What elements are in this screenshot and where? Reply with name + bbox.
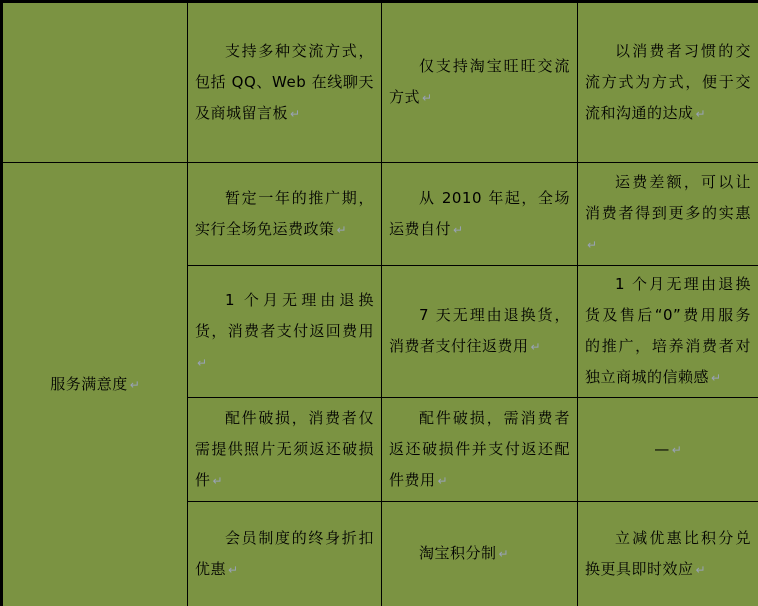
table-cell xyxy=(188,163,382,266)
cell-text: 暂定一年的推广期，实行全场免运费政策 xyxy=(195,188,374,238)
row-header-text: 服务满意度 xyxy=(50,374,128,393)
cell-text: — xyxy=(654,439,670,458)
cell-text: 支持多种交流方式，包括 QQ、Web 在线聊天及商城留言板 xyxy=(195,41,374,122)
table-row xyxy=(2,2,758,163)
paragraph-mark-icon: ↵ xyxy=(671,442,682,457)
table-cell xyxy=(188,266,382,398)
cell-text: 1 个月无理由退换货，消费者支付返回费用 xyxy=(195,290,374,340)
paragraph-mark-icon: ↵ xyxy=(711,371,722,385)
paragraph-mark-icon: ↵ xyxy=(422,91,433,105)
table-cell xyxy=(382,2,578,163)
cell-text: 配件破损，消费者仅需提供照片无须返还破损件 xyxy=(195,408,374,489)
paragraph-mark-icon: ↵ xyxy=(695,106,706,121)
empty-corner-cell xyxy=(2,2,188,163)
cell-text: 仅支持淘宝旺旺交流方式 xyxy=(389,57,570,106)
paragraph-mark-icon: ↵ xyxy=(530,340,541,354)
paragraph-mark-icon: ↵ xyxy=(498,547,509,561)
table-cell xyxy=(578,502,758,606)
table-cell xyxy=(578,163,758,266)
table-cell xyxy=(188,398,382,502)
cell-text: 1 个月无理由退换货及售后“0”费用服务的推广，培养消费者对独立商城的信赖感 xyxy=(585,275,751,386)
cell-text: 从 2010 年起，全场运费自付 xyxy=(389,188,570,238)
cell-text: 会员制度的终身折扣优惠 xyxy=(195,528,374,578)
cell-text: 7 天无理由退换货，消费者支付往返费用 xyxy=(389,306,570,355)
cell-text: 运费差额，可以让消费者得到更多的实惠 xyxy=(585,173,751,222)
cell-text: 以消费者习惯的交流方式为方式，便于交流和沟通的达成 xyxy=(585,41,751,122)
paragraph-mark-icon: ↵ xyxy=(228,562,239,577)
paragraph-mark-icon: ↵ xyxy=(453,222,464,237)
cell-text: 配件破损，需消费者返还破损件并支付返还配件费用 xyxy=(389,408,570,489)
table-cell xyxy=(578,2,758,163)
cell-text: 立减优惠比积分兑换更具即时效应 xyxy=(585,528,751,578)
paragraph-mark-icon: ↵ xyxy=(290,106,301,121)
paragraph-mark-icon: ↵ xyxy=(129,377,140,392)
table-cell xyxy=(578,398,758,502)
paragraph-mark-icon: ↵ xyxy=(437,473,448,488)
paragraph-mark-icon: ↵ xyxy=(695,562,706,577)
table-row xyxy=(2,163,758,266)
paragraph-mark-icon: ↵ xyxy=(336,222,347,237)
table-cell xyxy=(188,502,382,606)
table-cell xyxy=(382,398,578,502)
cell-text: 淘宝积分制 xyxy=(419,544,497,562)
table-cell xyxy=(578,266,758,398)
paragraph-mark-icon: ↵ xyxy=(587,238,598,252)
row-header-cell xyxy=(2,163,188,606)
table-cell xyxy=(382,163,578,266)
paragraph-mark-icon: ↵ xyxy=(197,355,208,370)
table-cell xyxy=(382,266,578,398)
paragraph-mark-icon: ↵ xyxy=(212,473,223,488)
table-cell xyxy=(188,2,382,163)
table-cell xyxy=(382,502,578,606)
